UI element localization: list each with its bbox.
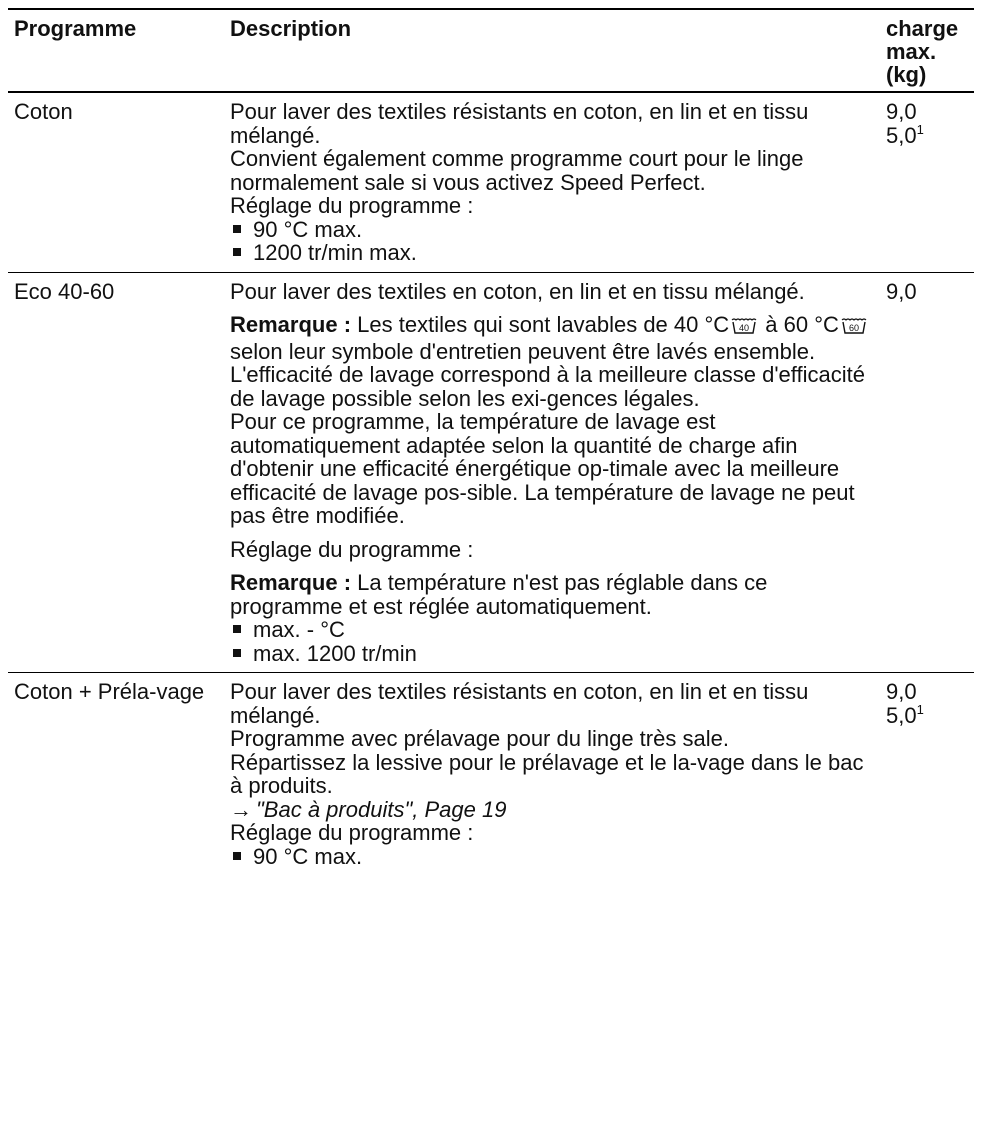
programme-name: Coton + Préla-vage [14, 679, 205, 704]
table-row [8, 92, 974, 272]
max-load-value: 9,0 [886, 278, 917, 304]
header-programme: Programme [14, 16, 137, 41]
max-load-cell [882, 673, 974, 876]
table-row [8, 272, 974, 673]
header-load-line2: max. [886, 39, 937, 64]
max-load-value: 9,0 [886, 99, 917, 124]
programme-description [230, 272, 882, 673]
header-description: Description [230, 16, 352, 41]
description-text: Pour laver des textiles en coton, en lin et en tissu mélangé. [230, 278, 805, 304]
list-item [230, 618, 876, 642]
header-load-line1: charge [886, 16, 959, 41]
description-text: Pour ce programme, la température de lavage est automatiquement adaptée selon la quantité de charge afin d'obtenir une efficacité énergétique op-timale avec la meilleure efficacité de lavage pos-sible. La température de lavage ne peut pas être modifiée. [230, 409, 855, 528]
svg-text:40: 40 [739, 323, 750, 333]
settings-heading: Réglage du programme : [230, 536, 474, 562]
max-load-value-alt [886, 121, 974, 148]
table-row [8, 673, 974, 876]
square-bullet-icon [233, 225, 241, 233]
list-item [230, 642, 876, 666]
note-paragraph [230, 313, 876, 363]
description-text: L'efficacité de lavage correspond à la meilleure classe d'efficacité de lavage possible selon les exi-gences légales. [230, 362, 865, 411]
square-bullet-icon [233, 852, 241, 860]
footnote-marker: 1 [916, 701, 924, 717]
header-max-load [882, 9, 974, 92]
list-item-text: 90 °C max. [253, 216, 363, 242]
note-text: La température n'est pas réglable dans ce programme et est réglée automatiquement. [230, 570, 768, 619]
max-load-cell [882, 272, 974, 673]
note-label: Remarque : [230, 312, 352, 337]
cross-reference-text: "Bac à produits", Page 19 [256, 796, 507, 822]
list-item [230, 845, 876, 869]
wash-60-care-icon [841, 316, 867, 340]
cross-reference-link[interactable] [230, 798, 876, 822]
header-load-line3: (kg) [886, 62, 927, 87]
note-text: Les textiles qui sont lavables de 40 °C [351, 312, 730, 337]
description-text: Programme avec prélavage pour du linge très sale. [230, 726, 729, 751]
list-item [230, 218, 876, 242]
list-item-text: 90 °C max. [253, 843, 363, 869]
settings-heading: Réglage du programme : [230, 193, 474, 218]
square-bullet-icon [233, 625, 241, 633]
note-paragraph [230, 571, 876, 618]
programme-name: Coton [14, 99, 73, 124]
settings-heading: Réglage du programme : [230, 820, 474, 845]
max-load-value: 9,0 [886, 679, 917, 704]
max-load-value-text: 5,0 [886, 122, 917, 148]
programme-name: Eco 40-60 [14, 278, 115, 304]
programme-description [230, 673, 882, 876]
programme-table-page [8, 8, 974, 875]
programme-description [230, 92, 882, 272]
max-load-value-alt [886, 701, 974, 728]
list-item-text: 1200 tr/min max. [253, 240, 417, 265]
square-bullet-icon [233, 248, 241, 256]
square-bullet-icon [233, 649, 241, 657]
description-text: Répartissez la lessive pour le prélavage et le la-vage dans le bac à produits. [230, 749, 864, 798]
arrow-right-icon: → [230, 796, 252, 822]
list-item-text: max. 1200 tr/min [253, 640, 417, 666]
max-load-value-text: 5,0 [886, 702, 917, 728]
description-text: Pour laver des textiles résistants en coton, en lin et en tissu mélangé. [230, 679, 809, 728]
list-item [230, 241, 876, 265]
max-load-cell [882, 92, 974, 272]
programme-table [8, 8, 974, 875]
note-text: à 60 °C [759, 312, 839, 337]
description-text: Convient également comme programme court pour le linge normalement sale si vous activez Speed Perfect. [230, 146, 804, 195]
note-label: Remarque : [230, 570, 352, 595]
description-text: Pour laver des textiles résistants en coton, en lin et en tissu mélangé. [230, 99, 809, 148]
footnote-marker: 1 [916, 121, 924, 137]
svg-text:60: 60 [848, 323, 859, 333]
note-text: selon leur symbole d'entretien peuvent être lavés ensemble. [230, 338, 816, 364]
wash-40-care-icon [731, 316, 757, 340]
list-item-text: max. - °C [253, 617, 345, 642]
table-header-row [8, 9, 974, 92]
